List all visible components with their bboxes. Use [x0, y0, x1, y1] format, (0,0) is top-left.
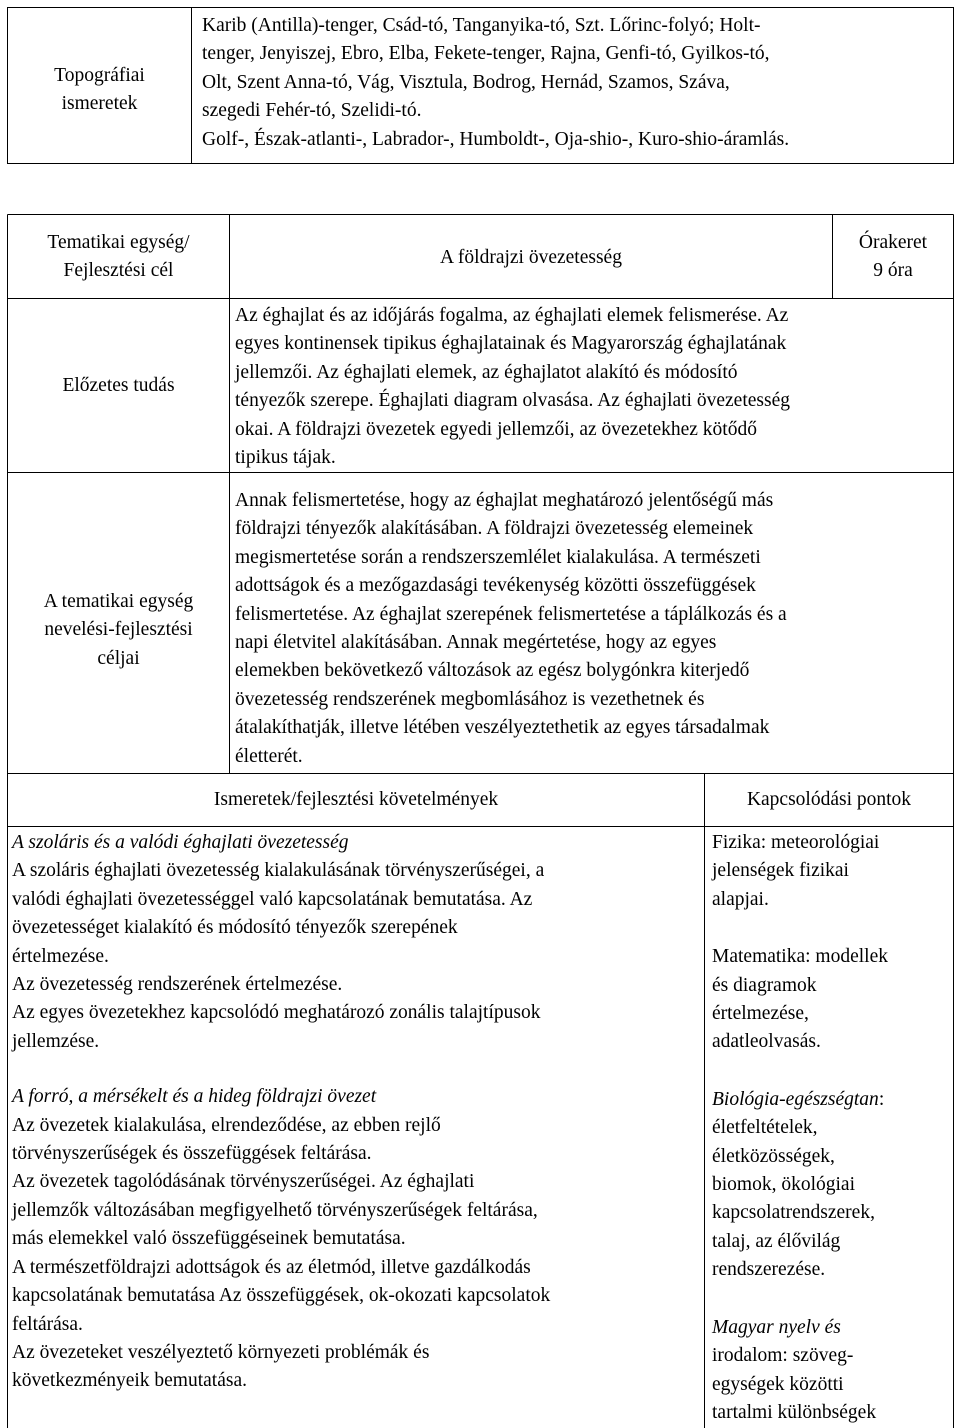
requirements-line: A szoláris éghajlati övezetesség kialakulásának törvényszerűségei, a	[12, 860, 545, 882]
goals-line: elemekben bekövetkező változások az egész bolygónkra kiterjedő	[235, 660, 750, 682]
prior-line: egyes kontinensek tipikus éghajlatainak és Magyarország éghajlatának	[235, 333, 787, 355]
connection-biologia-line: rendszerezése.	[712, 1259, 826, 1281]
biologia-colon: :	[878, 1088, 885, 1110]
connection-biologia-line: talaj, az élővilág	[712, 1230, 841, 1252]
requirements-line: értelmezése.	[12, 945, 109, 967]
connection-matematika-line: értelmezése,	[712, 1003, 809, 1025]
connection-biologia-title	[712, 1086, 952, 1114]
connection-biologia-line: kapcsolatrendszerek,	[712, 1202, 875, 1224]
prior-line: tényezők szerepe. Éghajlati diagram olvasása. Az éghajlati övezetesség	[235, 390, 790, 412]
requirements-line: jellemzők változásában megfigyelhető törvényszerűségek feltárása,	[12, 1199, 538, 1221]
goals-line: felismertetése. Az éghajlat szerepének felismertetése a táplálkozás és a	[235, 603, 787, 625]
topography-line: Olt, Szent Anna-tó, Vág, Visztula, Bodrog, Hernád, Szamos, Száva,	[202, 71, 730, 93]
goals-line: Annak felismertetése, hogy az éghajlat meghatározó jelentőségű más	[235, 490, 774, 511]
prior-line: tipikus tájak.	[235, 447, 336, 469]
topography-label-line: Topográfiai	[54, 65, 145, 86]
prior-knowledge-content	[235, 302, 953, 472]
requirements-line: Az egyes övezetekhez kapcsolódó meghatározó zonális talajtípusok	[12, 1002, 541, 1024]
topography-content	[202, 12, 952, 154]
connection-matematika-line: Matematika: modellek	[712, 946, 888, 968]
requirements-line: Az övezetek kialakulása, elrendeződése, az ebben rejlő	[12, 1114, 441, 1136]
goals-line: adottságok és a mezőgazdasági tevékenység közötti összefüggések	[235, 575, 756, 597]
connection-magyar-line: tartalmi különbségek	[712, 1401, 877, 1423]
connection-magyar-line: irodalom: szöveg-	[712, 1345, 854, 1367]
requirements-line: következményeik bemutatása.	[12, 1370, 247, 1392]
requirements-line: jellemzése.	[12, 1030, 100, 1052]
topography-line: tenger, Jenyiszej, Ebro, Elba, Fekete-tenger, Rajna, Genfi-tó, Gyilkos-tó,	[202, 43, 770, 65]
goals-line: földrajzi tényezők alakításában. A földrajzi övezetesség elemeinek	[235, 518, 754, 540]
spacer	[12, 1056, 702, 1083]
goals-content	[235, 487, 953, 771]
topography-line: Karib (Antilla)-tenger, Csád-tó, Tanganyika-tó, Szt. Lőrinc-folyó; Holt-	[202, 15, 761, 36]
unit-label-line: Tematikai egység/	[47, 232, 190, 253]
goals-label	[8, 588, 229, 673]
connection-matematika-line: adatleolvasás.	[712, 1031, 821, 1053]
requirements-line: A természetföldrajzi adottságok és az életmód, illetve gazdálkodás	[12, 1256, 531, 1278]
connection-fizika-line: alapjai.	[712, 888, 769, 910]
prior-knowledge-label: Előzetes tudás	[62, 375, 175, 396]
connection-magyar-title: Magyar nyelv és	[712, 1316, 841, 1338]
connection-biologia-line: életfeltételek,	[712, 1117, 818, 1139]
topography-line: szegedi Fehér-tó, Szelidi-tó.	[202, 100, 422, 122]
topography-label-line: ismeretek	[61, 93, 138, 115]
goals-line: napi életvitel alakításában. Annak megértetése, hogy az egyes	[235, 632, 717, 654]
requirements-line: feltárása.	[12, 1313, 83, 1335]
requirements-line: kapcsolatának bemutatása Az összefüggések, ok-okozati kapcsolatok	[12, 1285, 551, 1307]
topography-label	[8, 62, 191, 119]
requirements-line: Az övezetek tagolódásának törvényszerűségei. Az éghajlati	[12, 1171, 475, 1193]
section-title-zones: A forró, a mérsékelt és a hideg földrajzi övezet	[12, 1086, 377, 1108]
goals-label-line: céljai	[97, 647, 140, 669]
requirements-line: törvényszerűségek és összefüggések feltárása.	[12, 1143, 372, 1165]
requirements-line: más elemekkel való összefüggéseinek bemutatása.	[12, 1228, 406, 1250]
requirements-line: övezetességet kialakító és módosító tényezők szerepének	[12, 917, 458, 939]
requirements-line: valódi éghajlati övezetességgel való kapcsolatának bemutatása. Az	[12, 888, 533, 910]
unit-title: A földrajzi övezetesség	[440, 247, 622, 268]
prior-line: okai. A földrajzi övezetek egyedi jellemzői, az övezetekhez kötődő	[235, 418, 757, 440]
connection-matematika-line: és diagramok	[712, 974, 817, 996]
requirements-content	[12, 829, 702, 1396]
section-title-solar: A szoláris és a valódi éghajlati övezetesség	[12, 832, 349, 853]
unit-label	[8, 229, 229, 286]
topography-line: Golf-, Észak-atlanti-, Labrador-, Humboldt-, Oja-shio-, Kuro-shio-áramlás.	[202, 128, 790, 150]
goals-label-line: A tematikai egység	[43, 591, 194, 612]
connections-content	[712, 829, 952, 1427]
biologia-subject: Biológia-egészségtan	[712, 1088, 879, 1110]
requirements-line: Az övezetesség rendszerének értelmezése.	[12, 974, 343, 996]
unit-label-line: Fejlesztési cél	[63, 260, 174, 282]
connections-header: Kapcsolódási pontok	[746, 789, 912, 810]
goals-line: megismertetése során a rendszerszemlélet kialakulása. A természeti	[235, 546, 761, 568]
connection-biologia-line: biomok, ökológiai	[712, 1174, 855, 1196]
spacer	[712, 914, 952, 943]
spacer	[712, 1285, 952, 1314]
requirements-header: Ismeretek/fejlesztési követelmények	[213, 789, 499, 810]
connection-fizika-line: Fizika: meteorológiai	[712, 832, 880, 853]
spacer	[712, 1057, 952, 1086]
connection-magyar-line: egységek közötti	[712, 1373, 844, 1395]
hours-cell	[833, 229, 953, 286]
prior-line: jellemzői. Az éghajlati elemek, az éghajlatot alakító és módosító	[235, 361, 738, 383]
hours-value: 9 óra	[873, 260, 913, 282]
prior-line: Az éghajlat és az időjárás fogalma, az éghajlati elemek felismerése. Az	[235, 305, 789, 326]
requirements-line: Az övezeteket veszélyeztető környezeti problémák és	[12, 1341, 430, 1363]
goals-label-line: nevelési-fejlesztési	[44, 619, 193, 641]
connection-fizika-line: jelenségek fizikai	[712, 860, 849, 882]
goals-line: életterét.	[235, 745, 303, 767]
goals-line: átalakíthatják, illetve létében veszélyeztethetik az egyes társadalmak	[235, 717, 770, 739]
goals-line: övezetesség rendszerének megbomlásához is vezethetnek és	[235, 688, 705, 710]
connection-biologia-line: életközösségek,	[712, 1145, 835, 1167]
hours-label: Órakeret	[858, 232, 928, 253]
